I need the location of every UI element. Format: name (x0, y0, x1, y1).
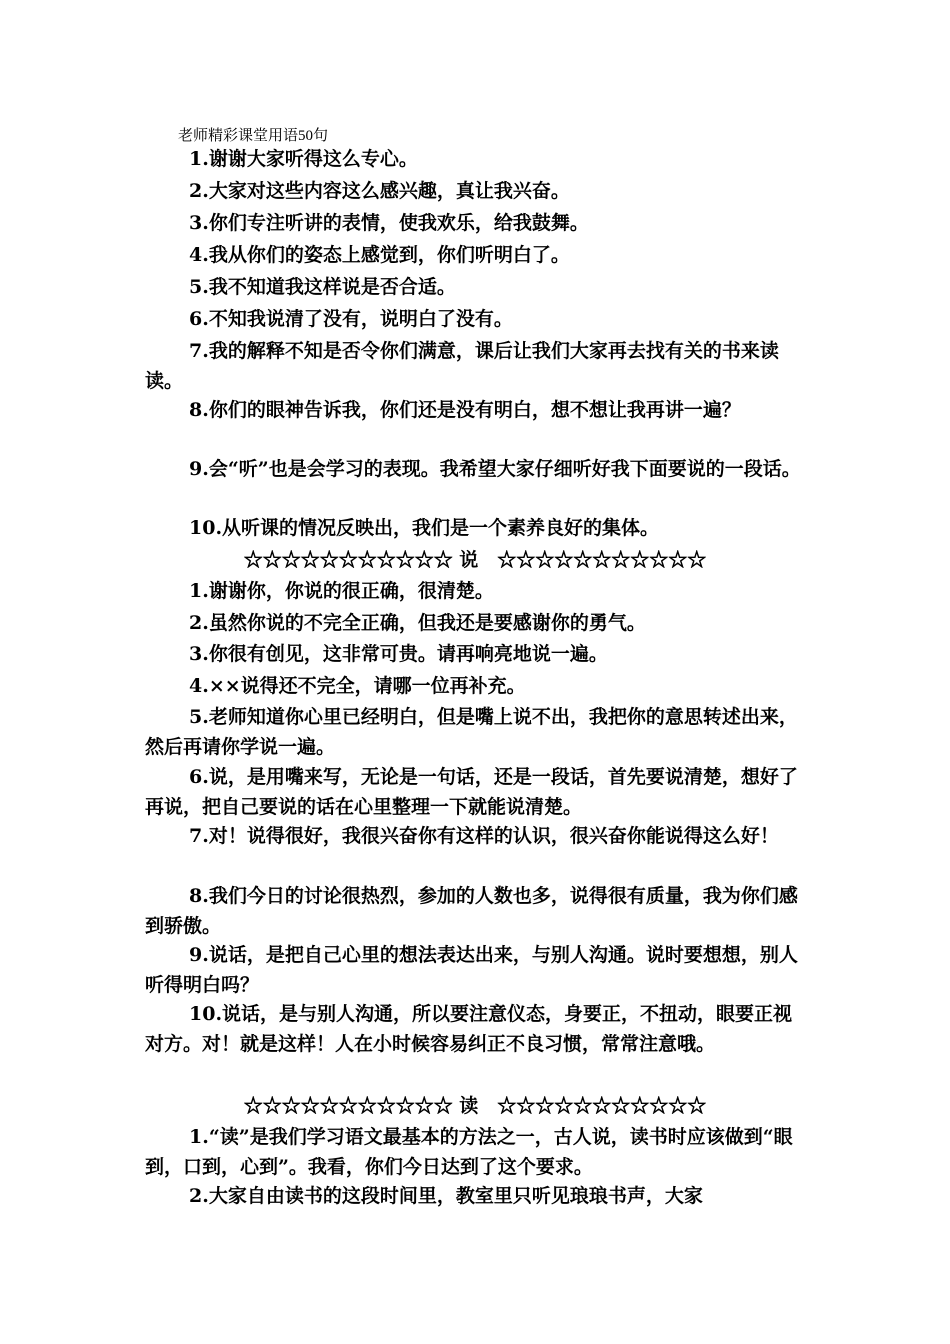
speak-item-9: 9.说话，是把自己心里的想法表达出来，与别人沟通。说时要想想，别人听得明白吗？ (145, 944, 798, 996)
speak-item-1: 1.谢谢你，你说的很正确，很清楚。 (189, 580, 494, 602)
speak-item-8: 8.我们今日的讨论很热烈，参加的人数也多，说得很有质量，我为你们感到骄傲。 (145, 885, 798, 937)
listen-item-4: 4.我从你们的姿态上感觉到，你们听明白了。 (189, 244, 570, 266)
speak-item-3: 3.你很有创见，这非常可贵。请再响亮地说一遍。 (189, 643, 608, 665)
speak-item-5: 5.老师知道你心里已经明白，但是嘴上说不出，我把你的意思转述出来，然后再请你学说一遍。 (145, 706, 798, 758)
listen-item-6: 6.不知我说清了没有，说明白了没有。 (189, 308, 513, 330)
listen-item-5: 5.我不知道我这样说是否合适。 (189, 276, 456, 298)
speak-item-10: 10.说话，是与别人沟通，所以要注意仪态，身要正，不扭动，眼要正视对方。对！就是这样！人在小时候容易纠正不良习惯，常常注意哦。 (145, 1003, 793, 1055)
listen-item-10: 10.从听课的情况反映出，我们是一个素养良好的集体。 (189, 517, 660, 539)
speak-item-2: 2.虽然你说的不完全正确，但我还是要感谢你的勇气。 (189, 612, 646, 634)
read-item-2: 2.大家自由读书的这段时间里，教室里只听见琅琅书声，大家 (189, 1185, 703, 1207)
listen-item-7: 7.我的解释不知是否令你们满意，课后让我们大家再去找有关的书来读读。 (145, 340, 779, 392)
listen-item-1: 1.谢谢大家听得这么专心。 (189, 148, 418, 170)
speak-item-4: 4.××说得还不完全，请哪一位再补充。 (189, 675, 526, 697)
listen-item-8: 8.你们的眼神告诉我，你们还是没有明白，想不想让我再讲一遍？ (189, 399, 741, 421)
listen-item-3: 3.你们专注听讲的表情，使我欢乐，给我鼓舞。 (189, 212, 589, 234)
speak-section-divider: ☆☆☆☆☆☆☆☆☆☆☆ 说 ☆☆☆☆☆☆☆☆☆☆☆ (243, 549, 707, 571)
document-title: 老师精彩课堂用语50句 (178, 128, 329, 144)
read-item-1: 1.“读”是我们学习语文最基本的方法之一，古人说，读书时应该做到“眼到，口到，心到”。我看，你们今日达到了这个要求。 (145, 1126, 793, 1178)
speak-item-6: 6.说，是用嘴来写，无论是一句话，还是一段话，首先要说清楚，想好了再说，把自己要说的话在心里整理一下就能说清楚。 (145, 766, 798, 818)
listen-item-9: 9.会“听”也是会学习的表现。我希望大家仔细听好我下面要说的一段话。 (189, 458, 801, 480)
listen-item-2: 2.大家对这些内容这么感兴趣，真让我兴奋。 (189, 180, 570, 202)
read-section-divider: ☆☆☆☆☆☆☆☆☆☆☆ 读 ☆☆☆☆☆☆☆☆☆☆☆ (243, 1095, 707, 1117)
speak-item-7: 7.对！说得很好，我很兴奋你有这样的认识，很兴奋你能说得这么好！ (189, 825, 779, 847)
